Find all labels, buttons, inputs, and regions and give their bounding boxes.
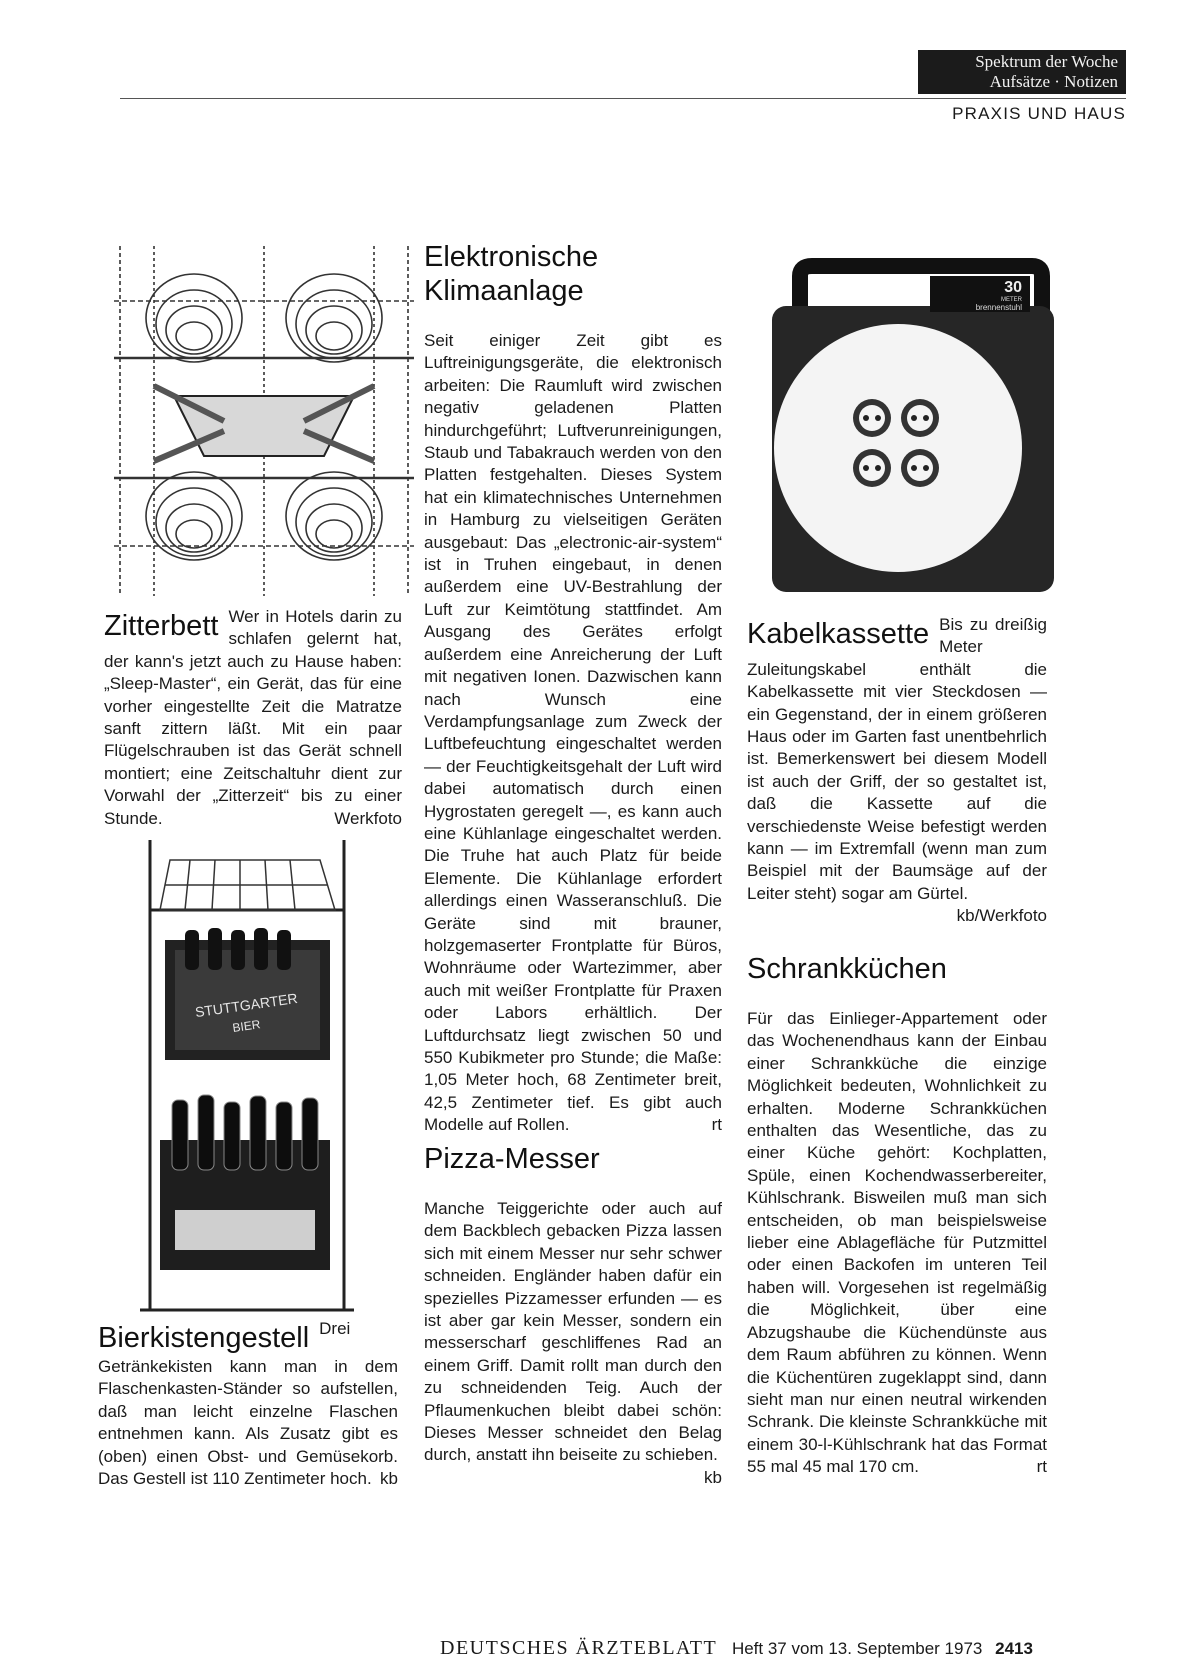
header-rule — [120, 98, 1126, 99]
pizza-body: Manche Teiggerichte oder auch auf dem Backblech gebacken Pizza lassen sich mit einem Messer nur sehr schwer schneiden. Engländer haben dafür ein spezielles Pizzamesser erfunden — es ist aber gar kein Messer, sondern ein messerscharf geschliffenes Rad an einem Griff. Damit rollt man durch den zu schneidenden Teig. Auch der Pflaumenkuchen bleibt dabei schön: Dieses Messer schneidet den Belag durch, anstatt ihn beiseite zu schieben. — [424, 1199, 722, 1465]
bierkistengestell-signature: kb — [380, 1469, 398, 1489]
section-label: PRAXIS UND HAUS — [952, 104, 1126, 123]
klimaanlage-body: Seit einiger Zeit gibt es Luftreinigungsgeräte, die elektronisch arbeiten: Die Raumluft wird zwischen negativ geladenen Platten hindurchgeführt; Luftverunreinigungen, Staub und Tabakrauch werden von den Platten festgehalten. Dieses System hat ein klimatechnisches Unternehmen in Hamburg zu vielseitigen Geräten ausgebaut: Das „electronic-air-system“ ist in Truhen eingebaut, in denen außerdem eine UV-Bestrahlung der Luft zur Keimtötung stattfindet. Am Ausgang des Gerätes erfolgt außerdem eine Anreicherung der Luft mit negativen Ionen. Dazwischen kann nach Wunsch eine Verdampfungsanlage zum Zweck der Luftbefeuchtung eingeschaltet werden — der Feuchtigkeitsgehalt der Luft wird dabei automatisch durch einen Hygrostaten geregelt —, es kann auch eine Kühlanlage eingeschaltet werden. Die Truhe hat auch Platz für beide Elemente. Die Kühlanlage erfordert allerdings einen Wasseranschluß. Die Geräte sind mit brauner, holzgemaserter Frontplatte für Büros, Wohnräume oder Wartezimmer, aber auch mit weißer Frontplatte für Praxen oder Labors erhältlich. Der Luftdurchsatz liegt zwischen 50 und 550 Kubikmeter pro Stunde; die Maße: 1,05 Meter hoch, 68 Zentimeter breit, 42,5 Zentimeter tief. Es gibt auch Modelle auf Rollen. — [424, 331, 722, 1135]
schrankkuechen-text — [747, 1008, 1047, 1479]
bierkistengestell-body: Drei Getränkekisten kann man in dem Flaschenkasten-Ständer so aufstellen, daß man leicht einzelne Flaschen entnehmen kann. Als Zusatz gibt es (oben) einen Obst- und Gemüsekorb. Das Gestell ist 110 Zentimeter hoch. — [98, 1319, 398, 1489]
zitterbett-text — [104, 606, 402, 830]
bed-springs-illustration — [114, 246, 414, 604]
crate-label-1: STUTTGARTER — [194, 989, 299, 1021]
crate-rack-illustration — [130, 840, 364, 1318]
pizza-text — [424, 1198, 722, 1487]
reel-label-meter: METER — [1001, 297, 1022, 303]
masthead-line-2: Aufsätze · Notizen — [989, 72, 1118, 91]
klimaanlage-article — [424, 240, 722, 1137]
klimaanlage-title — [424, 240, 722, 308]
bierkistengestell-text — [98, 1318, 398, 1490]
schrankkuechen-signature: rt — [1036, 1457, 1047, 1477]
zitterbett-signature: Werkfoto — [334, 808, 402, 828]
schrankkuechen-title: Schrankküchen — [747, 953, 947, 985]
zitterbett-article — [104, 606, 402, 830]
kabelkassette-title: Kabelkassette — [747, 618, 930, 650]
cable-reel-illustration — [772, 258, 1062, 596]
reel-label-brand: brennenstuhl — [975, 303, 1022, 312]
pizza-signature: kb — [704, 1467, 722, 1487]
crate-label-2: BIER — [231, 1017, 262, 1035]
bierkistengestell-article — [98, 1318, 398, 1490]
bierkistengestell-photo — [130, 840, 364, 1318]
masthead-box — [918, 50, 1126, 94]
pizza-title: Pizza-Messer — [424, 1143, 600, 1175]
bierkistengestell-title: Bierkistengestell — [98, 1322, 310, 1354]
kabelkassette-article — [747, 614, 1047, 928]
reel-label-number: 30 — [1004, 279, 1022, 296]
klimaanlage-title-line-2: Klimaanlage — [424, 275, 584, 307]
zitterbett-title: Zitterbett — [104, 610, 219, 642]
kabelkassette-text — [747, 614, 1047, 926]
schrankkuechen-body: Für das Einlieger-Appartement oder das Wochenendhaus kann der Einbau einer Schrankküche die einzige Möglichkeit bedeuten, Wohnlichkeit zu erhalten. Moderne Schrankküchen enthalten das Wesentliche, das zu einer Küche gehört: Kochplatten, Spüle, einen Kochendwasserbereiter, Kühlschrank. Bisweilen muß man sich entscheiden, ob man beispielsweise lieber eine Ablagefläche für Putzmittel oder einen Backofen im unteren Teil haben will. Vorgesehen ist regelmäßig die Möglichkeit, über eine Abzugshaube die Küchendünste aus dem Raum abführen zu können. Wenn die Küchentüren zugeklappt sind, dann sieht man nur einen neutral wirkenden Schrank. Die kleinste Schrankküche mit einem 30-l-Kühlschrank hat das Format 55 mal 45 mal 170 cm. — [747, 1009, 1047, 1477]
kabelkassette-photo — [772, 258, 1062, 596]
schrankkuechen-article — [747, 952, 1047, 1479]
journal-name: DEUTSCHES ÄRZTEBLATT — [440, 1637, 718, 1659]
kabelkassette-body: Bis zu dreißig Meter Zuleitungskabel enthält die Kabelkassette mit vier Steckdosen — ein Gegenstand, der in einem größeren Haus oder im Garten fast unentbehrlich ist. Bemerkenswert bei diesem Modell ist auch der Griff, der so gestaltet ist, daß die Kassette auf die verschiedenste Weise befestigt werden kann — im Extremfall (wenn man zum Beispiel mit der Baumsäge auf der Leiter steht) sogar am Gürtel. — [747, 615, 1047, 903]
zitterbett-photo — [114, 246, 414, 604]
page-number: 2413 — [995, 1639, 1033, 1658]
masthead-line-1: Spektrum der Woche — [975, 52, 1118, 71]
klimaanlage-title-line-1: Elektronische — [424, 241, 599, 273]
pizza-article — [424, 1142, 722, 1489]
kabelkassette-signature: kb/Werkfoto — [956, 906, 1047, 926]
zitterbett-body: Wer in Hotels darin zu schlafen gelernt hat, der kann's jetzt auch zu Hause haben: „Sleep-Master“, ein Gerät, das für eine vorher eingestellte Zeit die Matratze sanft zittern läßt. Mit ein paar Flügelschrauben ist das Gerät schnell montiert; eine Zeitschaltuhr dient zur Vorwahl der „Zitterzeit“ bis zu einer Stunde. — [104, 607, 402, 828]
page-footer — [440, 1637, 1033, 1660]
issue-info: Heft 37 vom 13. September 1973 — [731, 1639, 983, 1658]
klimaanlage-text — [424, 330, 722, 1137]
klimaanlage-signature: rt — [711, 1115, 722, 1135]
